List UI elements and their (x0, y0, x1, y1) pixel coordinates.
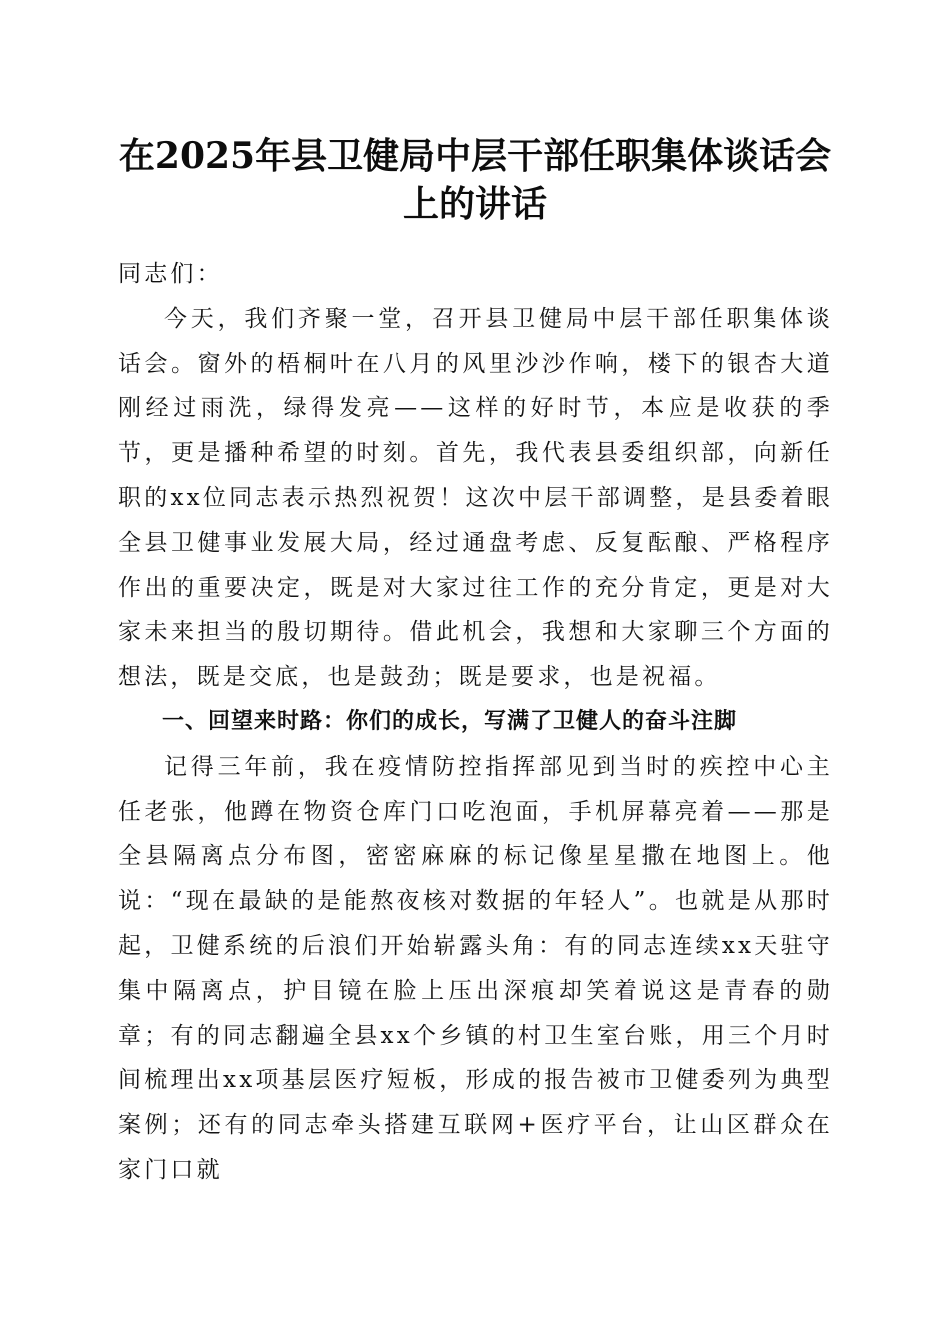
title-line-1: 在2025年县卫健局中层干部任职集体谈话会 (118, 135, 832, 177)
paragraph-opening: 今天，我们齐聚一堂，召开县卫健局中层干部任职集体谈话会。窗外的梧桐叶在八月的风里沙沙作响，楼下的银杏大道刚经过雨洗，绿得发亮——这样的好时节，本应是收获的季节，更是播种希望的时刻。首先，我代表县委组织部，向新任职的xx位同志表示热烈祝贺！这次中层干部调整，是县委着眼全县卫健事业发展大局，经过通盘考虑、反复酝酿、严格程序作出的重要决定，既是对大家过往工作的充分肯定，更是对大家未来担当的殷切期待。借此机会，我想和大家聊三个方面的想法，既是交底，也是鼓劲；既是要求，也是祝福。 (118, 305, 833, 691)
salutation: 同志们： (118, 261, 223, 287)
speech-title (100, 132, 850, 228)
title-line-2: 上的讲话 (402, 183, 547, 225)
speech-body (118, 252, 833, 1193)
section-heading-1: 一、回望来时路：你们的成长，写满了卫健人的奋斗注脚 (162, 708, 738, 734)
paragraph-section-1: 记得三年前，我在疫情防控指挥部见到当时的疾控中心主任老张，他蹲在物资仓库门口吃泡面，手机屏幕亮着——那是全县隔离点分布图，密密麻麻的标记像星星撒在地图上。他说：“现在最缺的是能熬夜核对数据的年轻人”。也就是从那时起，卫健系统的后浪们开始崭露头角：有的同志连续xx天驻守集中隔离点，护目镜在脸上压出深痕却笑着说这是青春的勋章；有的同志翻遍全县xx个乡镇的村卫生室台账，用三个月时间梳理出xx项基层医疗短板，形成的报告被市卫健委列为典型案例；还有的同志牵头搭建互联网+医疗平台，让山区群众在家门口就 (118, 753, 833, 1183)
